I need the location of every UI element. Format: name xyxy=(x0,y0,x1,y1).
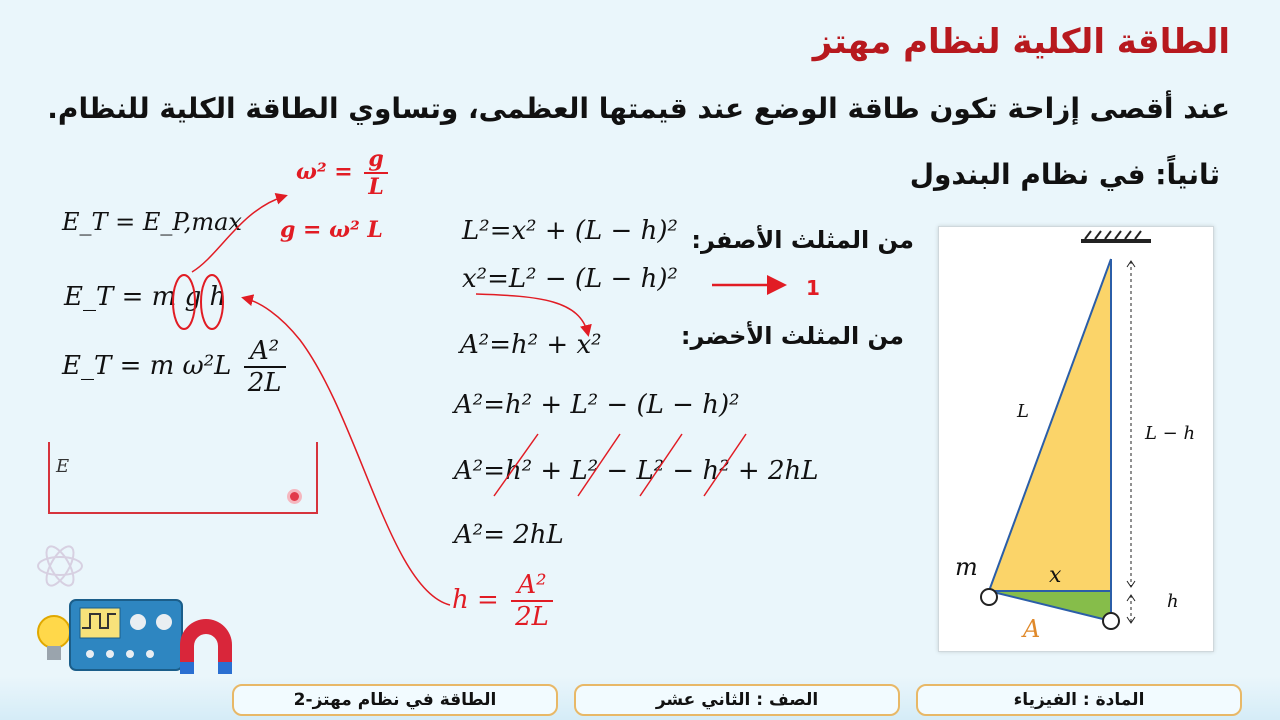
section-heading: ثانياً: في نظام البندول xyxy=(909,158,1220,191)
equation-g-omega: g = ω² L xyxy=(280,217,383,243)
equation-m2: x²=L² − (L − h)² xyxy=(462,264,678,294)
intro-line: عند أقصى إزاحة تكون طاقة الوضع عند قيمتها العظمى، وتساوي الطاقة الكلية للنظام. xyxy=(47,92,1230,125)
label-one: 1 xyxy=(806,276,820,300)
bob-rest xyxy=(1103,613,1119,629)
diagram-label-L-minus-h: L − h xyxy=(1145,423,1196,444)
ceiling-support xyxy=(1081,239,1151,243)
oscilloscope-icon xyxy=(70,600,182,670)
equation-m6: A²= 2hL xyxy=(454,520,564,550)
diagram-label-h: h xyxy=(1167,591,1179,612)
equation-et-omega-lhs: E_T = m ω²L xyxy=(62,351,232,381)
arrow-h-result xyxy=(244,298,450,605)
atom-icon xyxy=(38,542,82,589)
equation-et-mgh-lhs: E_T = m xyxy=(64,282,177,312)
equation-et-epmax: E_T = E_P,max xyxy=(62,208,242,236)
lightbulb-icon xyxy=(38,616,70,660)
magnet-icon xyxy=(180,619,232,674)
omega-numerator: g xyxy=(368,146,384,172)
g-symbol: g xyxy=(184,282,202,312)
strike-l2-a xyxy=(578,434,620,496)
ceiling-hatch xyxy=(1085,231,1141,239)
omega-denominator: L xyxy=(364,172,387,200)
strike-l2-b xyxy=(640,434,682,496)
h-symbol: h xyxy=(209,282,227,312)
physics-clipart xyxy=(20,540,250,690)
footer-subject: المادة : الفيزياء xyxy=(916,684,1242,716)
diagram-label-A: A xyxy=(1023,615,1041,643)
arrow-g-to-omega xyxy=(192,196,285,272)
footer-lesson: الطاقة في نظام مهتز-2 xyxy=(232,684,558,716)
strike-h2-a xyxy=(494,434,538,496)
slide-title: الطاقة الكلية لنظام مهتز xyxy=(812,22,1230,62)
label-yellow-triangle: من المثلث الأصفر: xyxy=(691,226,914,254)
footer-grade: الصف : الثاني عشر xyxy=(574,684,900,716)
diagram-label-x: x xyxy=(1049,563,1062,588)
equation-m1: L²=x² + (L − h)² xyxy=(462,216,678,246)
fraction-denominator: 2L xyxy=(244,366,286,398)
h-lhs: h = xyxy=(452,585,499,615)
diagram-label-L: L xyxy=(1017,401,1029,422)
bob-displaced xyxy=(981,589,997,605)
h-numerator: A² xyxy=(517,570,547,600)
equation-m5: A²=h² + L² − L² − h² + 2hL xyxy=(454,456,819,486)
equation-m4: A²=h² + L² − (L − h)² xyxy=(454,390,740,420)
arrow-x-substitution xyxy=(476,294,588,334)
h-denominator: 2L xyxy=(511,600,553,632)
fraction-numerator: A² xyxy=(250,336,280,366)
omega-lhs: ω² = xyxy=(296,159,353,185)
circle-h xyxy=(201,275,223,329)
box-partial-text: E xyxy=(56,456,70,477)
equation-m3: A²=h² + x² xyxy=(460,330,602,360)
circle-g xyxy=(173,275,195,329)
label-green-triangle: من المثلث الأخضر: xyxy=(680,322,904,350)
strike-h2-b xyxy=(704,434,746,496)
diagram-label-m: m xyxy=(955,553,978,581)
pendulum-diagram xyxy=(938,226,1214,652)
